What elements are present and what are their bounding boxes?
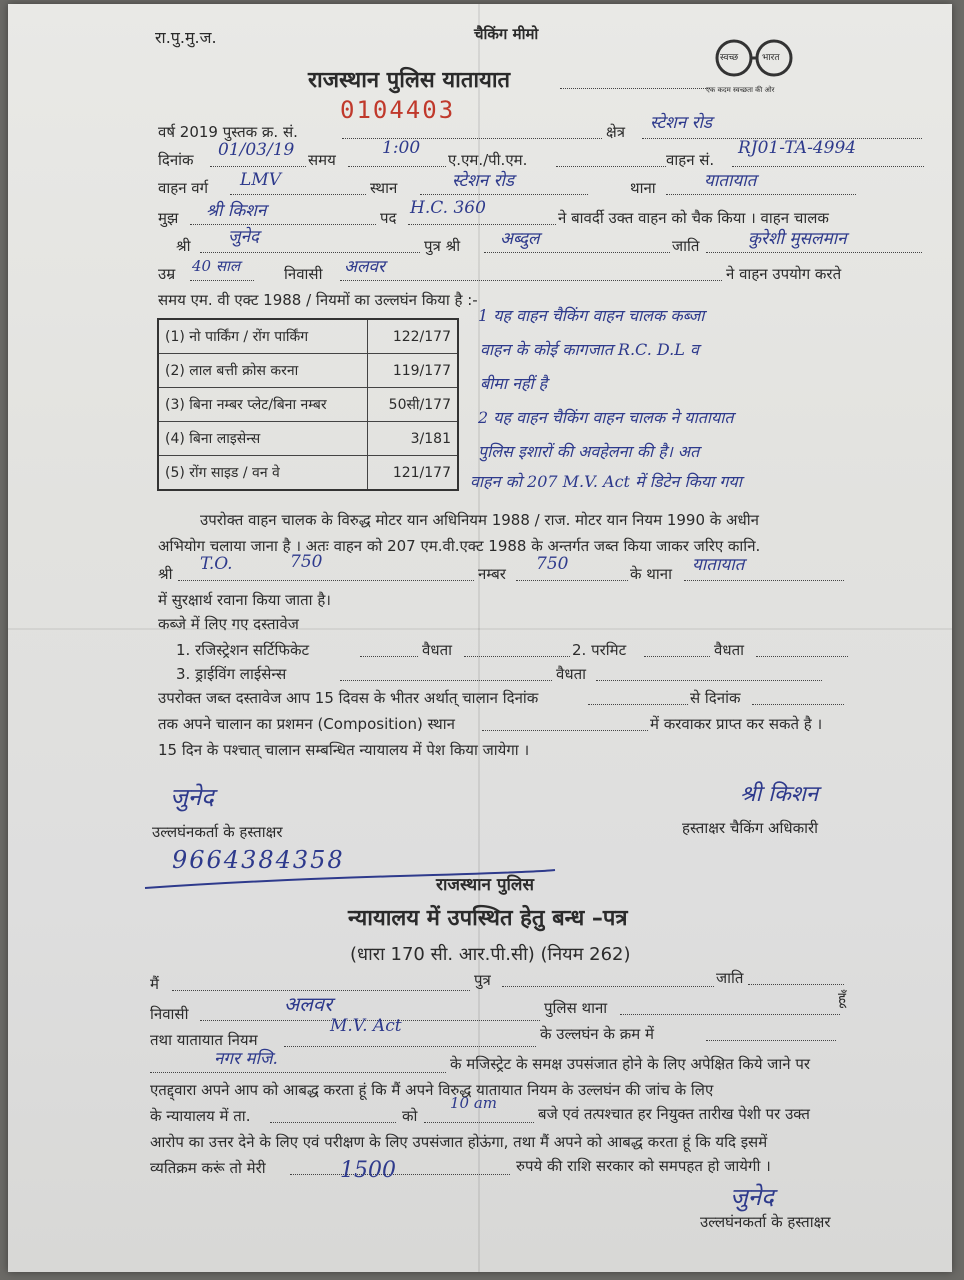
- field-line: [752, 704, 844, 705]
- officer-signature: श्री किशन: [740, 782, 819, 807]
- field-line: [482, 730, 648, 731]
- offence-row: [158, 422, 458, 456]
- shri-number-value: 750: [290, 552, 323, 572]
- para-5: 15 दिन के पश्चात् चालान सम्बन्धित न्यायालय में पेश किया जायेगा ।: [158, 741, 530, 759]
- date-label: दिनांक: [158, 151, 194, 169]
- officer-sign-label: हस्ताक्षर चैकिंग अधिकारी: [682, 819, 819, 837]
- post-value: H.C. 360: [410, 198, 486, 218]
- offence-code: 119/177: [367, 354, 458, 388]
- logo-tagline: एक कदम स्वच्छता की ओर: [706, 86, 775, 94]
- field-line: [484, 252, 670, 253]
- para-3: उपरोक्त जब्त दस्तावेज आप 15 दिवस के भीतर अर्थात् चालान दिनांक: [158, 689, 539, 707]
- safe-text: में सुरक्षार्थ रवाना किया जाता है।: [158, 591, 331, 609]
- serial-number: 0104403: [340, 96, 456, 124]
- vehicle-no-value: RJ01-TA-4994: [738, 138, 857, 158]
- field-line: [666, 194, 856, 195]
- offence-row: [158, 388, 458, 422]
- violation-text: समय एम. वी एक्ट 1988 / नियमों का उल्लघंन किया है :-: [158, 291, 478, 309]
- offence-code: 3/181: [367, 422, 458, 456]
- shri-label: श्री: [158, 565, 173, 583]
- field-line: [408, 224, 556, 225]
- father-value: अब्दुल: [500, 229, 540, 249]
- field-line: [200, 252, 420, 253]
- checked-text: ने बावर्दी उक्त वाहन को चैक किया । वाहन चालक: [558, 209, 829, 227]
- field-line: [464, 656, 570, 657]
- field-line: [644, 656, 710, 657]
- paper-fold: [8, 628, 952, 630]
- remarks-line: पुलिस इशारों की अवहेलना की है। अत: [478, 442, 700, 461]
- remarks-line: वाहन को 207 M.V. Act में डिटेन किया गया: [470, 472, 742, 491]
- resident-label: निवासी: [284, 265, 323, 283]
- bond-title: न्यायालय में उपस्थित हेतु बन्ध –पत्र: [348, 906, 628, 931]
- offence-label: (5) रोंग साइड / वन वे: [158, 456, 367, 491]
- bond-org: राजस्थान पुलिस: [436, 875, 534, 895]
- bond-rule-label: तथा यातायात नियम: [150, 1031, 258, 1049]
- am-pm-label: ए.एम./पी.एम.: [448, 151, 528, 169]
- bond-station-label: पुलिस थाना: [544, 999, 608, 1017]
- bond-amount-value: 1500: [340, 1158, 396, 1183]
- field-line: [732, 166, 924, 167]
- field-line: [340, 680, 552, 681]
- validity-label: वैधता: [714, 641, 745, 659]
- doc-2-label: 2. परमिट: [572, 641, 627, 659]
- bond-caste-label: जाति: [716, 969, 744, 987]
- driver-signature: जुनेद: [170, 783, 214, 811]
- shri-value: T.O.: [200, 554, 233, 574]
- number-label: नम्बर: [478, 565, 506, 583]
- field-line: [684, 580, 844, 581]
- post-label: पद: [380, 209, 397, 227]
- field-line: [178, 580, 474, 581]
- form-code: रा.पु.मु.ज.: [155, 28, 217, 47]
- bond-violation-order: के उल्लघंन के क्रम में: [540, 1025, 654, 1043]
- offence-row: [158, 456, 458, 491]
- resident-value: अलवर: [344, 257, 385, 277]
- field-line: [756, 656, 848, 657]
- remarks-line: वाहन के कोई कागजात R.C. D.L व: [480, 340, 699, 359]
- bond-resident-value: अलवर: [284, 992, 333, 1016]
- field-line: [190, 224, 376, 225]
- title-dots: [560, 88, 710, 89]
- time-label: समय: [308, 151, 336, 169]
- field-line: [420, 194, 588, 195]
- doc-1-label: 1. रजिस्ट्रेशन सर्टिफिकेट: [176, 641, 310, 659]
- place-value: स्टेशन रोड: [452, 171, 515, 191]
- bond-time-value: 10 am: [450, 1094, 498, 1112]
- bond-line-8b: रुपये की राशि सरकार को समपहत हो जायेगी ।: [516, 1157, 771, 1175]
- field-line: [290, 1174, 510, 1175]
- field-line: [210, 166, 306, 167]
- offence-label: (2) लाल बत्ती क्रोस करना: [158, 354, 367, 388]
- phone-number: 9664384358: [172, 846, 345, 874]
- validity-label: वैधता: [556, 665, 587, 683]
- para-4b: में करवाकर प्राप्त कर सकते है ।: [650, 715, 823, 733]
- bond-ko-label: को: [402, 1107, 418, 1125]
- field-line: [424, 1122, 534, 1123]
- bond-court-label: के न्यायालय में ता.: [150, 1107, 251, 1125]
- offences-table: [157, 318, 459, 491]
- son-of-label: पुत्र श्री: [424, 237, 461, 255]
- offence-label: (3) बिना नम्बर प्लेट/बिना नम्बर: [158, 388, 367, 422]
- police-station-label: थाना: [630, 179, 656, 197]
- bond-magistrate-text: के मजिस्ट्रेट के समक्ष उपसंजात होने के लिए अपेक्षित किये जाने पर: [450, 1055, 811, 1073]
- field-line: [230, 194, 366, 195]
- para-2: अभियोग चलाया जाना है । अतः वाहन को 207 एम.वी.एक्ट 1988 के अन्तर्गत जब्त किया जाकर जरिए कानि.: [158, 537, 761, 555]
- vehicle-class-value: LMV: [240, 170, 281, 190]
- remarks-line: 1 यह वाहन चैकिंग वाहन चालक कब्जा: [478, 306, 705, 325]
- field-line: [706, 252, 922, 253]
- bond-line-7: आरोप का उत्तर देने के लिए एवं परीक्षण के लिए उपसंजात होऊंगा, तथा मैं अपने को आबद्ध करता हूं कि यदि इसमें: [150, 1133, 768, 1151]
- field-line: [516, 580, 628, 581]
- number-value: 750: [536, 554, 569, 574]
- field-line: [596, 680, 822, 681]
- bond-line-6b: बजे एवं तत्पश्चात हर नियुक्त तारीख पेशी पर उक्त: [538, 1105, 810, 1123]
- para-1: उपरोक्त वाहन चालक के विरुद्ध मोटर यान अधिनियम 1988 / राज. मोटर यान नियम 1990 के अधीन: [200, 511, 759, 529]
- from-date-label: से दिनांक: [690, 689, 741, 707]
- driver-label: श्री: [176, 237, 191, 255]
- field-line: [556, 166, 666, 167]
- age-label: उम्र: [158, 265, 176, 283]
- bond-signature: जुनेद: [730, 1183, 774, 1211]
- bond-rule-value: M.V. Act: [330, 1016, 402, 1036]
- page-title: राजस्थान पुलिस यातायात: [308, 68, 511, 93]
- thana-label: के थाना: [630, 565, 672, 583]
- field-line: [588, 704, 688, 705]
- field-line: [360, 656, 418, 657]
- offence-row: [158, 319, 458, 354]
- vehicle-class-label: वाहन वर्ग: [158, 179, 209, 197]
- area-label: क्षेत्र: [606, 123, 626, 141]
- bond-resident-label: निवासी: [150, 1005, 189, 1023]
- field-line: [340, 280, 722, 281]
- field-line: [342, 138, 602, 139]
- offence-label: (4) बिना लाइसेन्स: [158, 422, 367, 456]
- para-4: तक अपने चालान का प्रशमन (Composition) स्थान: [158, 715, 455, 733]
- place-label: स्थान: [370, 179, 398, 197]
- field-line: [270, 1122, 396, 1123]
- driver-value: जुनेद: [228, 227, 260, 247]
- date-value: 01/03/19: [218, 140, 295, 160]
- doc-3-label: 3. ड्राईविंग लाईसेन्स: [176, 665, 287, 683]
- bond-main-label: मैं: [150, 975, 159, 993]
- offence-code: 122/177: [367, 319, 458, 354]
- caste-label: जाति: [672, 237, 700, 255]
- field-line: [284, 1046, 536, 1047]
- time-value: 1:00: [382, 138, 421, 158]
- offence-row: [158, 354, 458, 388]
- caste-value: कुरेशी मुसलमान: [748, 229, 847, 249]
- memo-title: चैकिंग मीमो: [474, 25, 539, 43]
- vehicle-no-label: वाहन सं.: [666, 151, 715, 169]
- using-vehicle-text: ने वाहन उपयोग करते: [726, 265, 842, 283]
- bond-sign-label: उल्लघंनकर्ता के हस्ताक्षर: [700, 1213, 831, 1231]
- field-line: [748, 984, 844, 985]
- officer-label: मुझ: [158, 209, 179, 227]
- thana-value: यातायात: [692, 555, 745, 575]
- docs-taken-label: कब्जे में लिए गए दस्तावेज: [158, 615, 299, 633]
- bond-son-label: पुत्र: [474, 971, 491, 989]
- field-line: [620, 1014, 840, 1015]
- logo-text: स्वच्छ: [720, 53, 739, 63]
- remarks-line: 2 यह वाहन चैकिंग वाहन चालक ने यातायात: [478, 408, 734, 427]
- offence-label: (1) नो पार्किंग / रोंग पार्किंग: [158, 319, 367, 354]
- officer-value: श्री किशन: [206, 201, 267, 221]
- field-line: [706, 1040, 836, 1041]
- offence-code: 121/177: [367, 456, 458, 491]
- bond-magistrate-value: नगर मजि.: [214, 1049, 278, 1069]
- year-book-label: वर्ष 2019 पुस्तक क्र. सं.: [158, 123, 298, 141]
- field-line: [348, 166, 446, 167]
- violator-sign-label: उल्लघंनकर्ता के हस्ताक्षर: [152, 823, 283, 841]
- bond-line-5: एतद्द्वारा अपने आप को आबद्ध करता हूं कि मैं अपने विरुद्ध यातायात नियम के उल्लघंन की जांच के लिए: [150, 1081, 714, 1099]
- logo-text: भारत: [762, 53, 780, 63]
- field-line: [502, 986, 714, 987]
- field-line: [190, 280, 254, 281]
- field-line: [150, 1072, 446, 1073]
- age-value: 40 साल: [192, 257, 241, 275]
- bond-hoon: हूँ: [838, 989, 846, 1007]
- validity-label: वैधता: [422, 641, 453, 659]
- remarks-line: बीमा नहीं है: [480, 374, 548, 393]
- bond-line-8a: व्यतिक्रम करूं तो मेरी: [150, 1159, 266, 1177]
- area-value: स्टेशन रोड: [650, 113, 713, 133]
- police-station-value: यातायात: [704, 171, 757, 191]
- offence-code: 50सी/177: [367, 388, 458, 422]
- bond-subtitle: (धारा 170 सी. आर.पी.सी) (नियम 262): [350, 944, 631, 965]
